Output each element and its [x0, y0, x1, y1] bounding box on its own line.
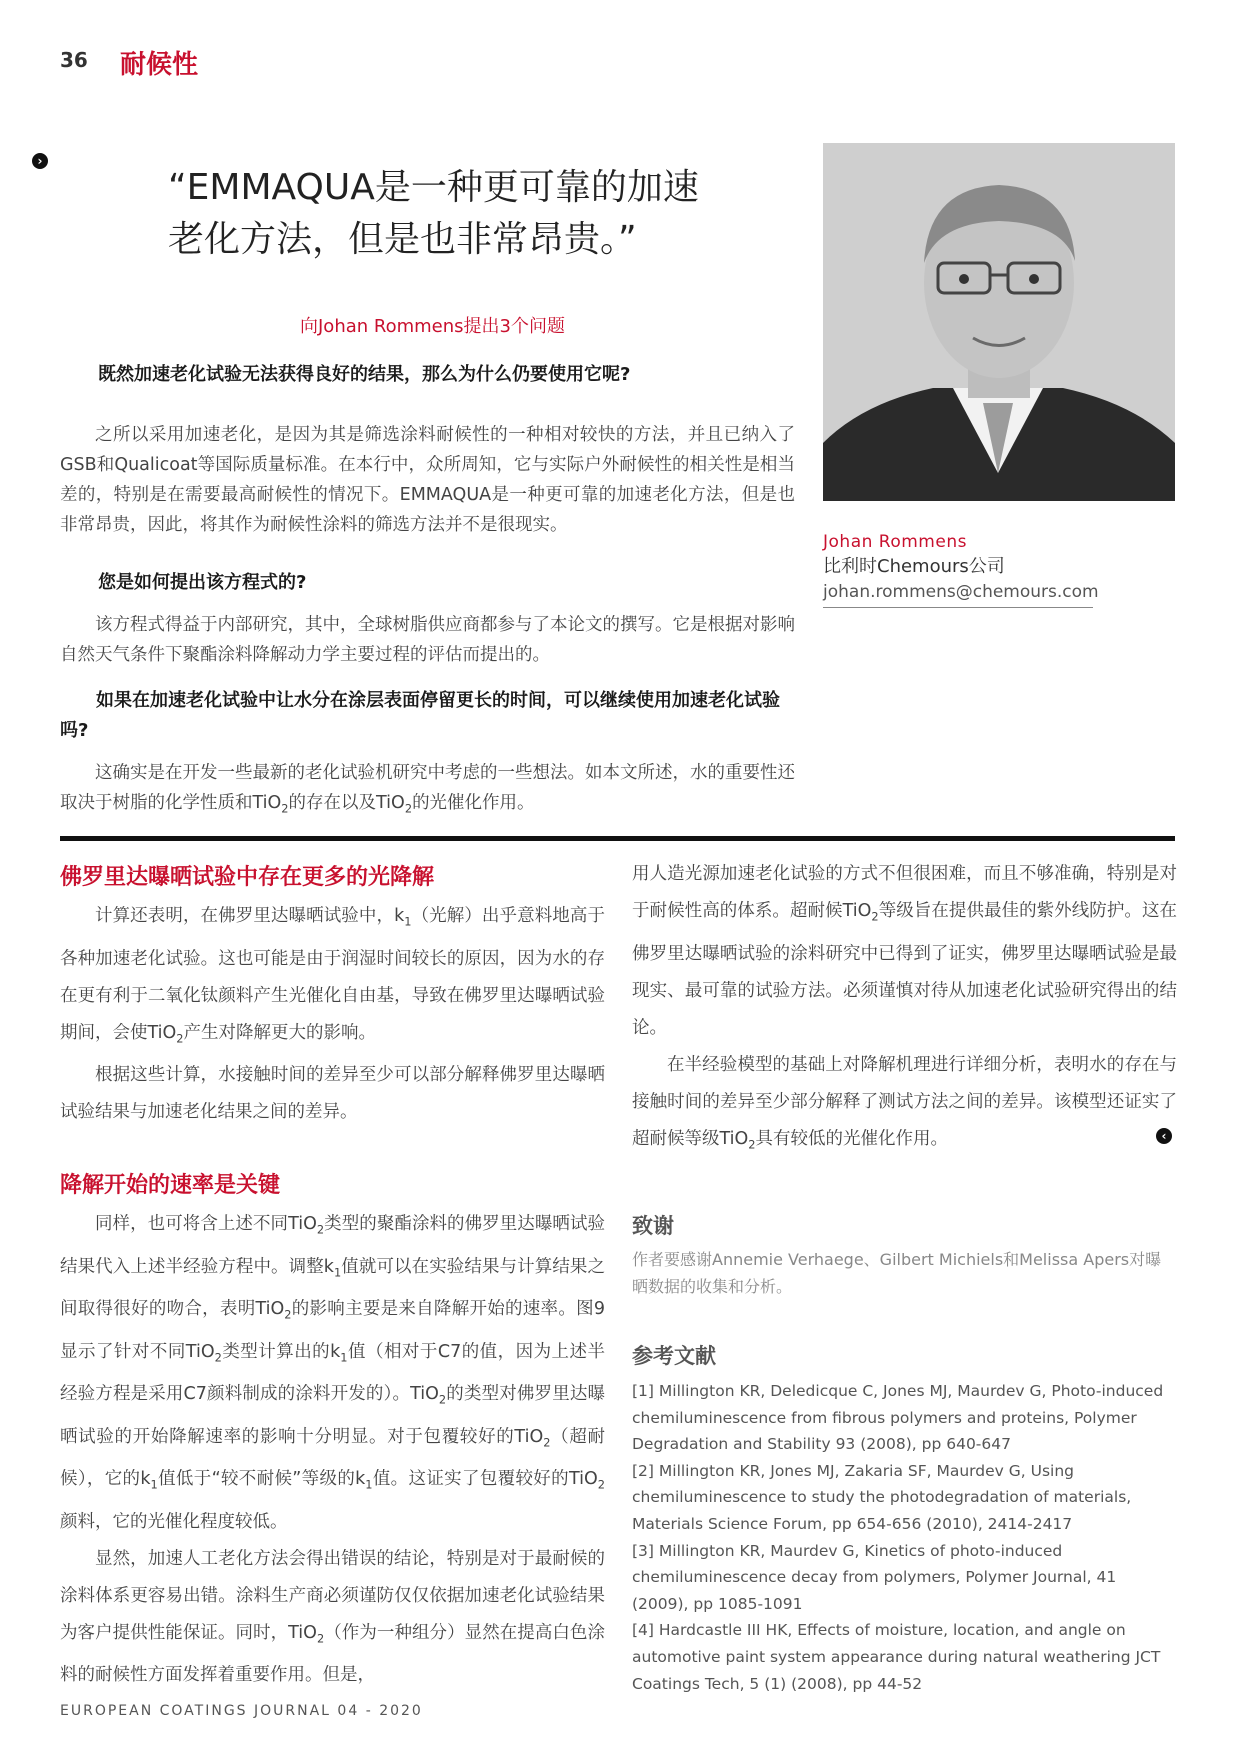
acknowledgements-heading: 致谢: [632, 1214, 674, 1238]
left-column-body-2: [60, 1206, 605, 1694]
person-email-link[interactable]: johan.rommens@chemours.com: [823, 580, 1093, 608]
left-column-body-1: [60, 898, 605, 1131]
answer-3-text-a: 这确实是在开发一些最新的老化试验机研究中考虑的一些想法。如本文所述，水的重要性还取决于树脂的化学性质和TiO: [60, 763, 795, 813]
arrow-left-icon: ‹: [1156, 1128, 1172, 1144]
subscript: 2: [404, 801, 413, 816]
pull-quote: [168, 162, 768, 266]
answer-3-text-b: 的存在以及TiO: [288, 793, 405, 813]
acknowledgements-text: 作者要感谢Annemie Verhaege、Gilbert Michiels和Melissa Apers对曝晒数据的收集和分析。: [632, 1250, 1162, 1296]
paragraph: 同样，也可将含上述不同TiO$_2$类型的聚酯涂料的佛罗里达曝晒试验结果代入上述半经验方程中。调整$k_1$值就可以在实验结果与计算结果之间取得很好的吻合，表明TiO$_2$的影响主要是来自降解开始的速率。图9显示了针对不同TiO$_2$类型计算出的$k_1$值（相对于C7的值，因为上述半经验方程是采用C7颜料制成的涂料开发的）。TiO$_2$的类型对佛罗里达曝晒试验的开始降解速率的影响十分明显。对于包覆较好的TiO$_2$（超耐候），它的$k_1$值低于“较不耐候”等级的$k_1$值。这证实了包覆较好的TiO$_2$颜料，它的光催化程度较低。: [60, 1214, 606, 1532]
answer-3: [60, 758, 795, 824]
references-list: [632, 1378, 1177, 1697]
paragraph: 计算还表明，在佛罗里达曝晒试验中，$k_1$（光解）出乎意料地高于各种加速老化试验。这也可能是由于润湿时间较长的原因，因为水的存在更有利于二氧化钛颜料产生光催化自由基，导致在佛罗里达曝晒试验期间，会使TiO$_2$产生对降解更大的影响。: [60, 906, 605, 1045]
answer-2: 该方程式得益于内部研究，其中，全球树脂供应商都参与了本论文的撰写。它是根据对影响自然天气条件下聚酯涂料降解动力学主要过程的评估而提出的。: [60, 615, 795, 665]
answer-3-text-c: 的光催化作用。: [412, 793, 535, 813]
arrow-right-icon: ›: [32, 153, 48, 169]
section-divider: [60, 836, 1175, 841]
paragraph: 在半经验模型的基础上对降解机理进行详细分析，表明水的存在与接触时间的差异至少部分解释了测试方法之间的差异。该模型还证实了超耐候等级TiO$_2$具有较低的光催化作用。: [632, 1054, 1177, 1151]
quote-line-1: “EMMAQUA是一种更可靠的加速: [168, 167, 699, 208]
portrait-illustration: [823, 143, 1175, 501]
right-column-body: [632, 856, 1177, 1163]
reference-item: [4] Hardcastle III HK, Effects of moisture, location, and angle on automotive paint system appearance during natural weathering JCT Coatings Tech, 5 (1) (2008), pp 44-52: [632, 1621, 1161, 1693]
paragraph: 用人造光源加速老化试验的方式不但很困难，而且不够准确，特别是对于耐候性高的体系。超耐候TiO$_2$等级旨在提供最佳的紫外线防护。这在佛罗里达曝晒试验的涂料研究中已得到了证实，佛罗里达曝晒试验是最现实、最可靠的试验方法。必须谨慎对待从加速老化试验研究得出的结论。: [632, 864, 1178, 1038]
question-2: 您是如何提出该方程式的?: [98, 572, 307, 593]
person-company: 比利时Chemours公司: [823, 556, 1005, 577]
heading-degradation-rate: 降解开始的速率是关键: [60, 1173, 281, 1198]
quote-line-2: 老化方法，但是也非常昂贵。”: [168, 219, 637, 260]
answer-1: 之所以采用加速老化，是因为其是筛选涂料耐候性的一种相对较快的方法，并且已纳入了GSB和Qualicoat等国际质量标准。在本行中，众所周知，它与实际户外耐候性的相关性是相当差的，特别是在需要最高耐候性的情况下。EMMAQUA是一种更可靠的加速老化方法，但是也非常昂贵，因此，将其作为耐候性涂料的筛选方法并不是很现实。: [60, 425, 795, 535]
section-title: 耐候性: [120, 50, 199, 80]
heading-florida-photodegradation: 佛罗里达曝晒试验中存在更多的光降解: [60, 865, 435, 890]
reference-item: [1] Millington KR, Deledicque C, Jones MJ, Maurdev G, Photo-induced chemiluminescence from fibrous polymers and proteins, Polymer Degradation and Stability 93 (2008), pp 640-647: [632, 1382, 1164, 1454]
reference-item: [3] Millington KR, Maurdev G, Kinetics of photo-induced chemiluminescence decay from polymers, Polymer Journal, 41 (2009), pp 1085-1091: [632, 1541, 1117, 1613]
portrait-photo: [823, 143, 1175, 501]
person-name: Johan Rommens: [823, 532, 967, 552]
paragraph: 根据这些计算，水接触时间的差异至少可以部分解释佛罗里达曝晒试验结果与加速老化结果之间的差异。: [60, 1065, 605, 1122]
reference-item: [2] Millington KR, Jones MJ, Zakaria SF, Maurdev G, Using chemiluminescence to study the photodegradation of materials, Materials Science Forum, pp 654-656 (2010), 2414-2417: [632, 1461, 1132, 1533]
interview-heading: 向Johan Rommens提出3个问题: [300, 316, 565, 337]
person-caption: [823, 530, 1175, 608]
subscript: 2: [281, 801, 289, 816]
paragraph: 显然，加速人工老化方法会得出错误的结论，特别是对于最耐候的涂料体系更容易出错。涂料生产商必须谨防仅仅依据加速老化试验结果为客户提供性能保证。同时，TiO$_2$（作为一种组分）显然在提高白色涂料的耐候性方面发挥着重要作用。但是，: [60, 1548, 605, 1685]
references-heading: 参考文献: [632, 1344, 716, 1368]
question-1: 既然加速老化试验无法获得良好的结果，那么为什么仍要使用它呢?: [98, 364, 631, 385]
page-number: 36: [60, 48, 88, 72]
question-3: 如果在加速老化试验中让水分在涂层表面停留更长的时间，可以继续使用加速老化试验吗?: [60, 690, 780, 741]
journal-footer: EUROPEAN COATINGS JOURNAL 04 - 2020: [60, 1703, 423, 1719]
